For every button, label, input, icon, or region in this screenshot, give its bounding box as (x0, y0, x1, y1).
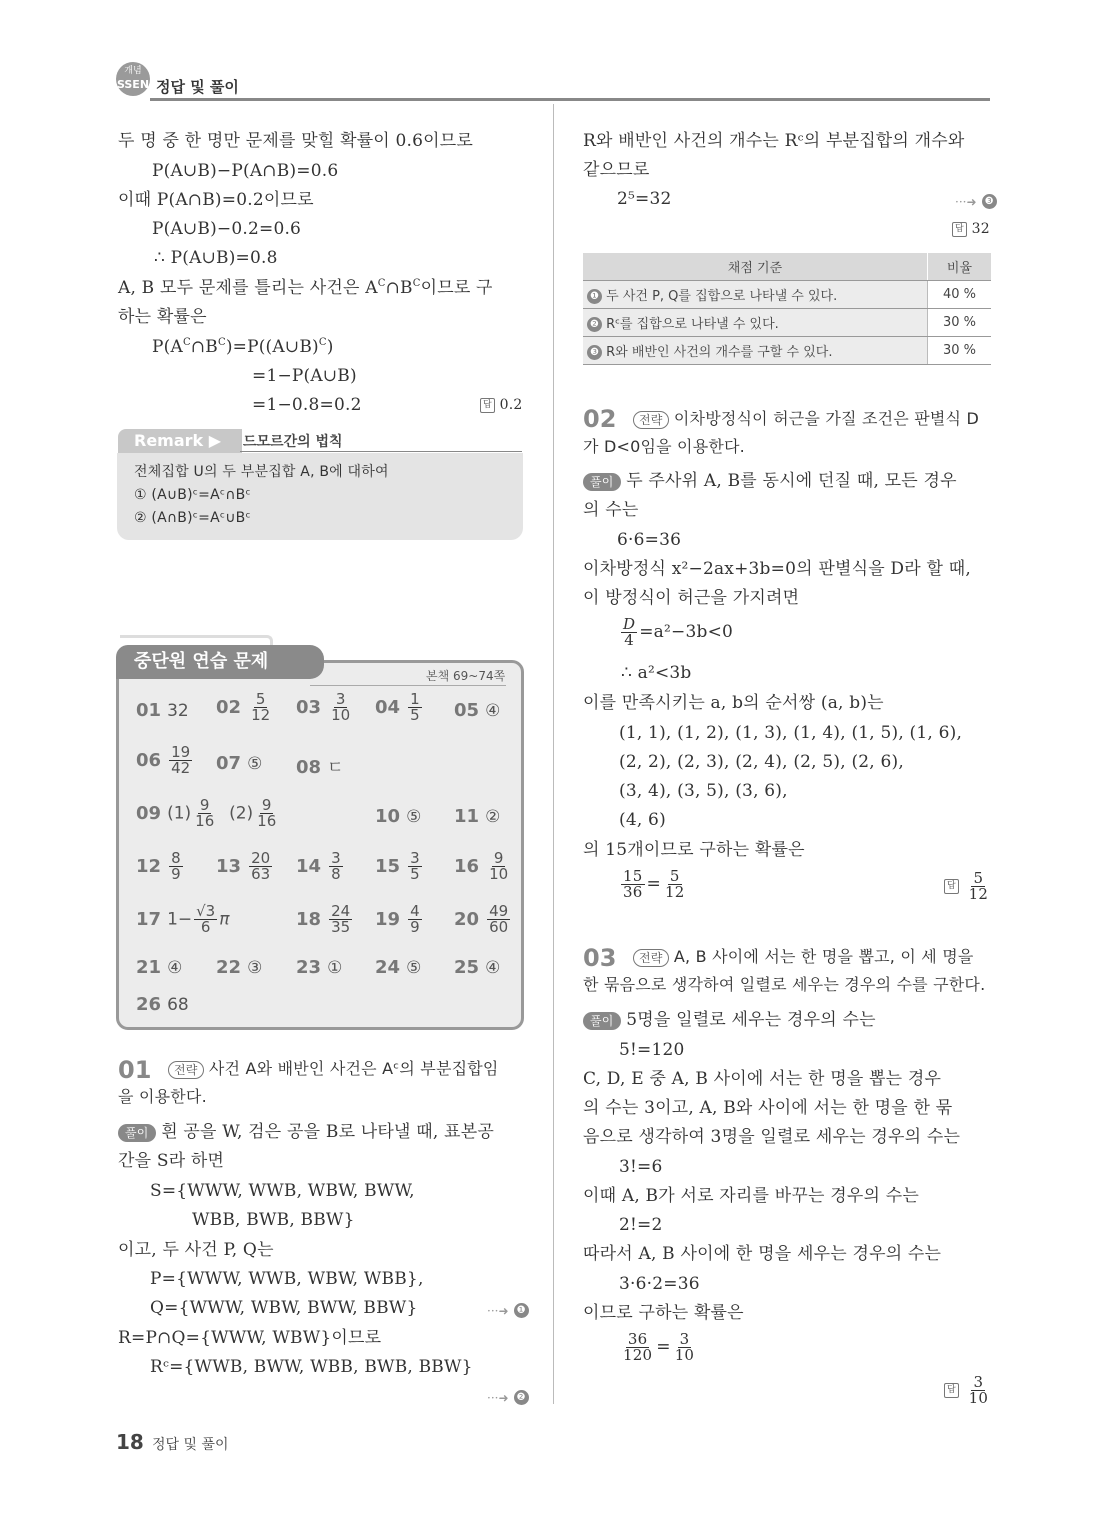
strategy-line: 전략 A, B 사이에 서는 한 명을 뽑고, 이 세 명을 (633, 947, 974, 967)
practice-answer-item: 23 ① (296, 957, 343, 978)
strategy-badge: 전략 (633, 949, 669, 967)
practice-answer-item: 14 $\frac{3}{8}$ (296, 849, 341, 883)
answer: 답 $\frac{3}{10}$ (944, 1375, 992, 1406)
logo: 개념 SSEN (116, 62, 150, 96)
problem-number: 02 (583, 405, 617, 433)
solution-badge: 풀이 (118, 1124, 156, 1142)
practice-answer-item: 02 $\frac{5}{12}$ (216, 690, 271, 724)
answer: 답 0.2 (480, 395, 523, 415)
solution-line: $\frac{15}{36}$ = $\frac{5}{12}$ (623, 867, 685, 901)
solution-line: 이므로 구하는 확률은 (583, 1303, 744, 1323)
solution-line: 3!=6 (619, 1157, 663, 1177)
solution-line: $\frac{D}{4}$ =a²−3b<0 (623, 615, 734, 649)
solution-badge: 풀이 (583, 1012, 621, 1030)
header-title: 정답 및 풀이 (156, 78, 239, 96)
remark-title: 드모르간의 법칙 (243, 434, 343, 450)
solution-line: 의 15개이므로 구하는 확률은 (583, 840, 805, 860)
math-line: P(A∪B)−0.2=0.6 (152, 219, 302, 239)
page-number: 18 (116, 1430, 144, 1454)
answer-icon: 답 (944, 1383, 959, 1398)
solution-line: 3·6·2=36 (619, 1274, 700, 1294)
practice-answer-item: 06 $\frac{19}{42}$ (136, 743, 191, 777)
text-line: R와 배반인 사건의 개수는 Rᶜ의 부분집합의 개수와 (583, 131, 965, 151)
practice-answer-item: 08 ㄷ (296, 757, 344, 778)
practice-answer-item: 15 $\frac{3}{5}$ (375, 849, 420, 883)
text-line: 두 명 중 한 명만 문제를 맞힐 확률이 0.6이므로 (118, 131, 474, 151)
solution-line: Q={WWW, WBW, BWW, BBW} (150, 1298, 418, 1318)
remark-line: 전체집합 U의 두 부분집합 A, B에 대하여 (134, 464, 389, 480)
solution-line: 풀이 5명을 일렬로 세우는 경우의 수는 (583, 1010, 876, 1030)
practice-title: 중단원 연습 문제 (116, 645, 324, 679)
table-row: ❸ R와 배반인 사건의 개수를 구할 수 있다. 30 % (583, 337, 991, 365)
math-line: $P(A^C\cap B^C)=P((A\cup B)^C)$ (152, 337, 334, 357)
answer-icon: 답 (952, 222, 967, 237)
table-row: ❷ Rᶜ를 집합으로 나타낼 수 있다. 30 % (583, 309, 991, 337)
solution-line: ∴ a²<3b (621, 663, 692, 683)
strategy-line: 가 D<0임을 이용한다. (583, 437, 745, 456)
solution-line: 이고, 두 사건 P, Q는 (118, 1240, 274, 1260)
step-marker-1: ···➜ ❶ (487, 1300, 529, 1319)
practice-answer-item: 24 ⑤ (375, 957, 422, 978)
practice-answer-item: 01 32 (136, 700, 189, 721)
answer-icon: 답 (944, 879, 959, 894)
practice-answer-item: 19 $\frac{4}{9}$ (375, 902, 420, 936)
solution-line: (4, 6) (619, 810, 666, 830)
table-header: 채점 기준 비율 (583, 253, 991, 281)
solution-line: R=P∩Q={WWW, WBW}이므로 (118, 1328, 382, 1348)
solution-line: (2, 2), (2, 3), (2, 4), (2, 5), (2, 6), (619, 752, 904, 772)
math-line: 2⁵=32 (617, 189, 672, 209)
math-line: =1−0.8=0.2 (252, 395, 362, 415)
practice-ref: 본책 69~74쪽 (426, 669, 506, 683)
strategy-line: 전략 이차방정식이 허근을 가질 조건은 판별식 D (633, 409, 979, 429)
footer-title: 정답 및 풀이 (152, 1437, 229, 1453)
remark-line: ② (A∩B)ᶜ=Aᶜ∪Bᶜ (134, 510, 251, 526)
answer: 답 32 (952, 219, 990, 239)
scoring-table (583, 253, 991, 365)
answer: 답 $\frac{5}{12}$ (944, 871, 992, 902)
solution-line: (3, 4), (3, 5), (3, 6), (619, 781, 788, 801)
solution-line: P={WWW, WWB, WBW, WBB}, (150, 1269, 424, 1289)
remark-tag: Remark ▶ (118, 429, 242, 453)
solution-line: 이를 만족시키는 a, b의 순서쌍 (a, b)는 (583, 693, 884, 713)
answer-icon: 답 (480, 398, 495, 413)
practice-answer-item: 11 ② (454, 806, 501, 827)
solution-line: 간을 S라 하면 (118, 1151, 225, 1171)
practice-answer-item: 13 $\frac{20}{63}$ (216, 849, 271, 883)
solution-line: C, D, E 중 A, B 사이에 서는 한 명을 뽑는 경우 (583, 1069, 942, 1089)
math-line: ∴ P(A∪B)=0.8 (154, 248, 278, 268)
table-row: ❶ 두 사건 P, Q를 집합으로 나타낼 수 있다. 40 % (583, 281, 991, 309)
problem-number: 03 (583, 944, 617, 972)
step-marker-3: ···➜ ❸ (955, 191, 997, 210)
strategy-line: 한 묶음으로 생각하여 일렬로 세우는 경우의 수를 구한다. (583, 975, 986, 994)
practice-answer-item: 05 ④ (454, 700, 501, 721)
text-line: 같으므로 (583, 160, 650, 180)
solution-badge: 풀이 (583, 473, 621, 491)
solution-line: 6·6=36 (617, 530, 682, 550)
solution-line: 풀이 흰 공을 W, 검은 공을 B로 나타낼 때, 표본공 (118, 1122, 494, 1142)
strategy-line: 전략 사건 A와 배반인 사건은 Aᶜ의 부분집합임 (168, 1059, 499, 1079)
practice-answer-item: 04 $\frac{1}{5}$ (375, 690, 420, 724)
practice-answer-item: 03 $\frac{3}{10}$ (296, 690, 351, 724)
column-divider (553, 104, 554, 1404)
solution-line: S={WWW, WWB, WBW, BWW, (150, 1181, 415, 1201)
solution-line: 2!=2 (619, 1215, 663, 1235)
problem-number: 01 (118, 1056, 152, 1084)
step-marker-2: ···➜ ❷ (487, 1387, 529, 1406)
strategy-badge: 전략 (168, 1061, 204, 1079)
strategy-badge: 전략 (633, 411, 669, 429)
solution-line: 의 수는 3이고, A, B와 사이에 서는 한 명을 한 묶 (583, 1098, 953, 1118)
text-line: 하는 확률은 (118, 307, 207, 327)
text-line: A, B 모두 문제를 틀리는 사건은 $A^C\cap B^C$이므로 구 (118, 278, 493, 298)
math-line: P(A∪B)−P(A∩B)=0.6 (152, 161, 339, 181)
practice-answer-item: 09 (1) $\frac{9}{16}$ (2) $\frac{9}{16}$ (136, 796, 277, 830)
practice-answer-item: 26 68 (136, 994, 189, 1015)
practice-answer-item: 16 $\frac{9}{10}$ (454, 849, 509, 883)
solution-line: $\frac{36}{120}$ = $\frac{3}{10}$ (623, 1330, 695, 1364)
math-line: =1−P(A∪B) (252, 366, 357, 386)
practice-answer-item: 10 ⑤ (375, 806, 422, 827)
solution-line: Rᶜ={WWB, BWW, WBB, BWB, BBW} (150, 1357, 473, 1377)
practice-answer-item: 20 $\frac{49}{60}$ (454, 902, 509, 936)
practice-answer-item: 25 ④ (454, 957, 501, 978)
solution-line: 이때 A, B가 서로 자리를 바꾸는 경우의 수는 (583, 1186, 919, 1206)
practice-answer-item: 17 1− $\frac{√3}{6}$ π (136, 902, 230, 936)
solution-line: (1, 1), (1, 2), (1, 3), (1, 4), (1, 5), (1, 6), (619, 723, 963, 743)
practice-answer-item: 18 $\frac{24}{35}$ (296, 902, 351, 936)
header-rule (150, 98, 990, 101)
solution-line: 음으로 생각하여 3명을 일렬로 세우는 경우의 수는 (583, 1127, 961, 1147)
solution-line: 풀이 두 주사위 A, B를 동시에 던질 때, 모든 경우 (583, 471, 957, 491)
solution-line: 이 방정식이 허근을 가지려면 (583, 588, 800, 608)
practice-answer-item: 07 ⑤ (216, 753, 263, 774)
solution-line: 이차방정식 x²−2ax+3b=0의 판별식을 D라 할 때, (583, 559, 971, 579)
strategy-line: 을 이용한다. (118, 1087, 207, 1106)
practice-answer-item: 21 ④ (136, 957, 183, 978)
solution-line: 따라서 A, B 사이에 한 명을 세우는 경우의 수는 (583, 1244, 942, 1264)
remark-line: ① (A∪B)ᶜ=Aᶜ∩Bᶜ (134, 487, 251, 503)
solution-line: 의 수는 (583, 500, 639, 520)
text-line: 이때 P(A∩B)=0.2이므로 (118, 190, 314, 210)
practice-answer-item: 22 ③ (216, 957, 263, 978)
practice-answer-item: 12 $\frac{8}{9}$ (136, 849, 181, 883)
solution-line: WBB, BWB, BBW} (192, 1210, 355, 1230)
solution-line: 5!=120 (619, 1040, 685, 1060)
